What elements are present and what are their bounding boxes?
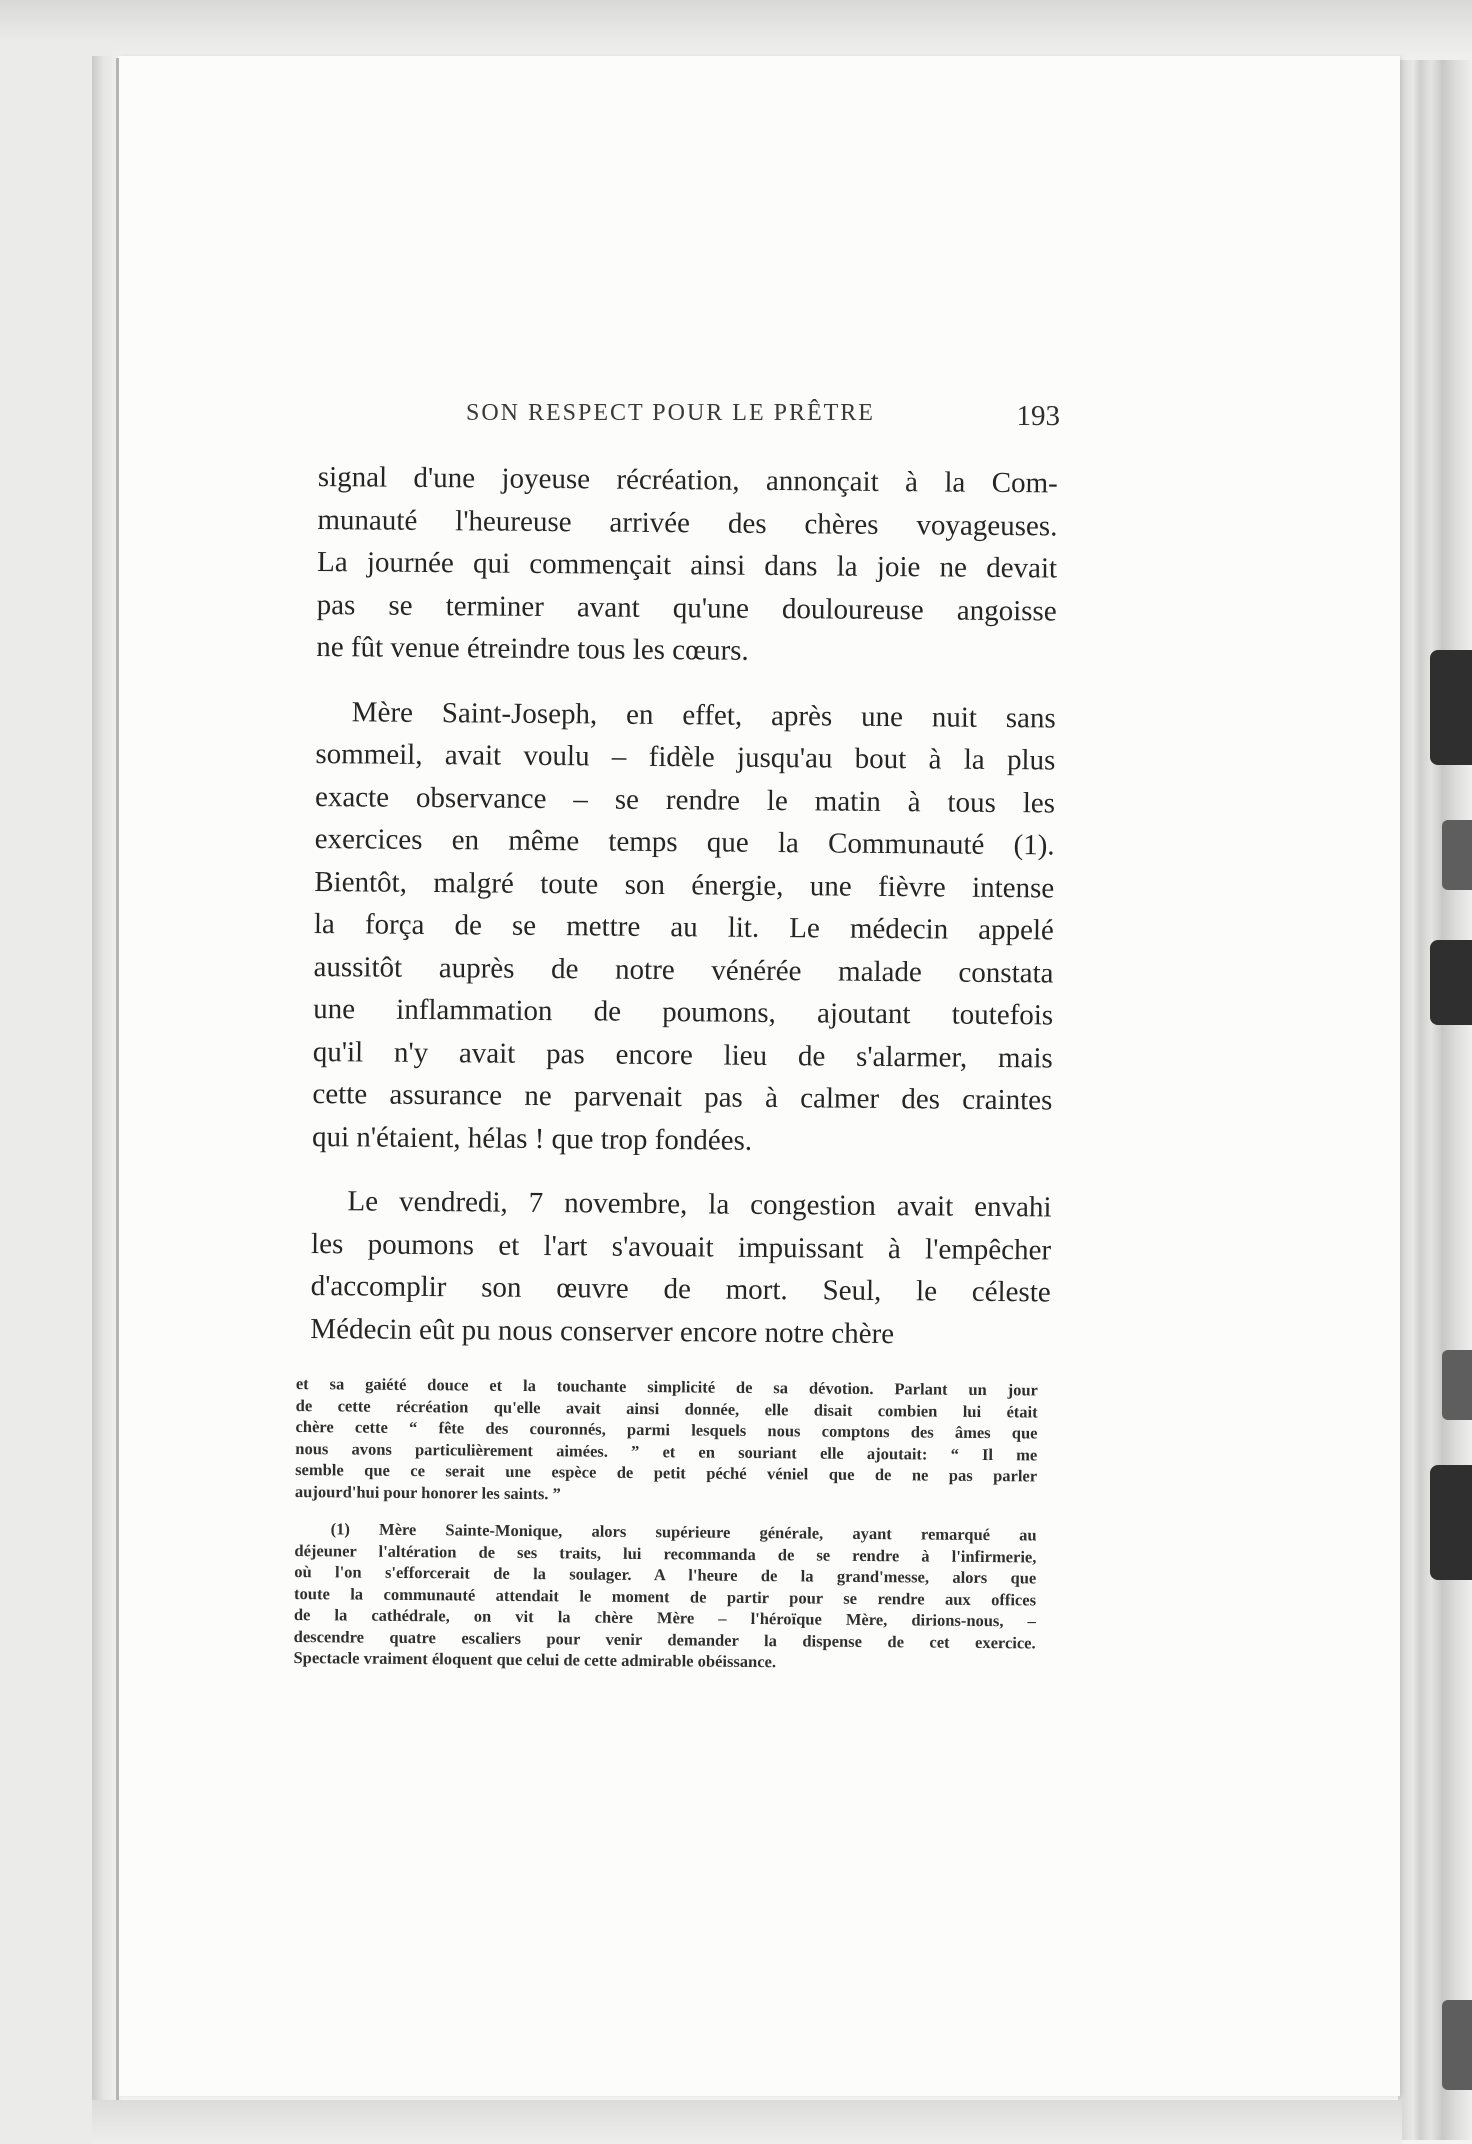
page-tab [1430,650,1472,765]
text-line: (1) Mère Sainte-Monique, alors supérieure générale, ayant remarqué au [330,1519,1037,1545]
footnote-1 [293,1518,1036,1675]
text-line: aujourd'hui pour honorer les saints. ” [294,1481,561,1503]
text-line: aussitôt auprès de notre vénérée malade constata [313,950,1054,989]
text-line: nous avons particulièrement aimées. ” et en souriant elle ajoutait: “ Il me [295,1438,1038,1464]
text-line: pas se terminer avant qu'une douloureuse angoisse [316,588,1057,627]
text-line: Médecin eût pu nous conserver encore notre chère [310,1312,895,1350]
running-head [320,400,1060,440]
text-line: les poumons et l'art s'avouait impuissant à l'empêcher [310,1227,1052,1266]
paragraph [310,1180,1051,1356]
text-line: toute la communauté attendait le moment de partir pour se rendre aux offices [293,1583,1037,1609]
text-line: et sa gaiété douce et la touchante simplicité de sa dévotion. Parlant un jour [295,1374,1038,1400]
text-line: une inflammation de poumons, ajoutant toutefois [313,992,1054,1032]
text-line: où l'on s'efforcerait de la soulager. A l'heure de la grand'messe, alors que [294,1561,1037,1588]
text-line: qui n'étaient, hélas ! que trop fondées. [311,1120,753,1157]
text-line: chère cette “ fête des couronnés, parmi lesquels nous comptons des âmes que [295,1416,1038,1443]
paragraph [312,690,1056,1164]
text-line: ne fût venue étreindre tous les cœurs. [316,630,749,667]
text-line: La journée qui commençait ainsi dans la joie ne devait [316,545,1058,585]
gutter-line [116,58,119,2108]
text-line: Le vendredi, 7 novembre, la congestion avait envahi [347,1185,1052,1224]
text-line: descendre quatre escaliers pour venir demander la dispense de cet exercice. [293,1626,1036,1652]
body-text [310,456,1058,1356]
text-line: signal d'une joyeuse récréation, annonçait à la Com- [317,460,1058,500]
page-tab [1442,1350,1472,1420]
page-edges-stack [1398,60,1472,2140]
text-line: Bientôt, malgré toute son énergie, une fièvre intense [314,865,1055,904]
scan-background [0,0,1472,62]
text-line: qu'il n'y avait pas encore lieu de s'alarmer, mais [312,1035,1053,1074]
text-line: Mère Saint-Joseph, en effet, après une nuit sans [351,695,1056,734]
footnote-continued [295,1373,1038,1508]
text-line: sommeil, avait voulu – fidèle jusqu'au bout à la plus [315,737,1056,777]
page-bottom-edge [92,2100,1402,2144]
text-line: d'accomplir son œuvre de mort. Seul, le céleste [310,1269,1051,1309]
text-line: munauté l'heureuse arrivée des chères voyageuses. [317,503,1058,542]
page-number: 193 [1016,400,1060,432]
running-title: SON RESPECT POUR LE PRÊTRE [466,400,875,426]
text-line: la força de se mettre au lit. Le médecin appelé [313,907,1055,947]
paragraph [316,456,1058,675]
text-line: de cette récréation qu'elle avait ainsi donnée, elle disait combien lui était [295,1395,1038,1421]
page-tab [1430,940,1472,1025]
text-line: exercices en même temps que la Communauté (1). [314,822,1055,862]
page-tab [1442,2000,1472,2090]
text-line: de la cathédrale, on vit la chère Mère – l'héroïque Mère, dirions-nous, – [293,1604,1036,1631]
text-line: exacte observance – se rendre le matin à tous les [314,780,1056,819]
footnotes [293,1373,1038,1675]
text-line: semble que ce serait une espèce de petit péché véniel que de ne pas parler [295,1459,1038,1486]
page-tab [1442,820,1472,890]
page-tab [1430,1465,1472,1580]
text-line: Spectacle vraiment éloquent que celui de cette admirable obéissance. [293,1647,777,1672]
text-line: cette assurance ne parvenait pas à calmer des craintes [312,1077,1053,1117]
text-line: déjeuner l'altération de ses traits, lui recommanda de se rendre à l'infirmerie, [294,1540,1037,1566]
